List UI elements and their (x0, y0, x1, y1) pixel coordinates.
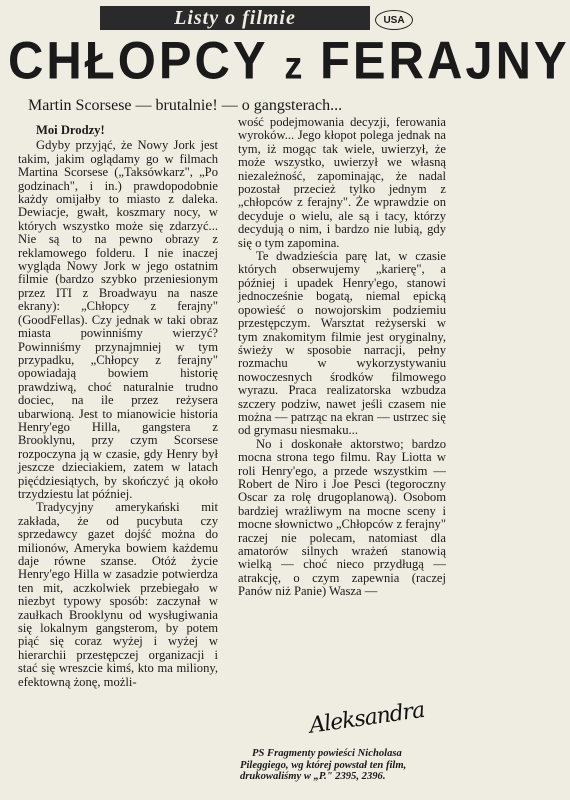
headline-part-3: FERAJNY (319, 31, 570, 91)
paragraph: Te dwadzieścia parę lat, w czasie których obserwujemy „karierę", a później i upadek Henry'ego, stanowi jednocześnie bogatą, niemal epicką opowieść o nowojorskim podziemiu przestępczym. Warsztat reżyserski w tym znakomitym filmie jest oryginalny, świeży w sposobie narracji, pełny rozmachu w wykorzystywaniu nowoczesnych środków filmowego wyrazu. Praca realizatorska wzbudza szczery podziw, nawet jeśli czasem nie można — patrząc na ekran — ustrzec się od grymasu niesmaku... (238, 249, 446, 438)
country-badge: USA (375, 10, 413, 30)
postscript: PS Fragmenty powieści Nicholasa Pileggiego, wg której powstał ten film, drukowaliśmy w „P." 2395, 2396. (240, 748, 407, 783)
paragraph: Gdyby przyjąć, że Nowy Jork jest takim, jakim oglądamy go w filmach Martina Scorsese („Taksówkarz", „Po godzinach", i in.) prawdopodobnie każdy omijałby to miasto z daleka. Dewiacje, gwałt, koszmary nocy, w których wszystko może się zdarzyć... Nie są to na pewno obrazy z reklamowego folderu. I nie inaczej wygląda Nowy Jork w jego ostatnim filmie (bardzo szybko przeniesionym przez ITI z Broadwayu na nasze ekrany): „Chłopcy z ferajny" (GoodFellas). Czy jednak w taki obraz miasta powinniśmy wierzyć? Powinniśmy przynajmniej w tym przypadku, „Chłopcy z ferajny" opowiadają bowiem historię prawdziwą, choć naturalnie trudno dociec, na ile przez reżysera ubarwioną. Jest to mianowicie historia Henry'ego Hilla, gangstera z Brooklynu, przy czym Scorsese rozpoczyna ją w czasie, gdy Henry był jeszcze dzieciakiem, zatem w latach pięćdziesiątych, by skończyć ją około trzydziestu lat później. (18, 138, 218, 501)
article-subtitle: Martin Scorsese — brutalnie! — o gangsterach... (28, 97, 343, 114)
greeting: Moi Drodzy! (36, 123, 105, 137)
headline-part-2: z (284, 42, 304, 87)
section-banner: Listy o filmie (100, 6, 370, 30)
paragraph: Tradycyjny amerykański mit zakłada, że od pucybuta czy sprzedawcy gazet dojść można do milionów, Ameryka bowiem każdemu daje równe szanse. Otóż życie Henry'ego Hilla w zasadzie potwierdza ten mit, aczkolwiek przebiegało w niezbyt typowy sposób: zaczynał w zaułkach Brooklynu od wysługiwania się lokalnym gangsterom, by potem piąć się coraz wyżej i wyżej w hierarchii przestępczej organizacji i stać się wreszcie kimś, kto ma miliony, efektowną żonę, możli- (18, 500, 218, 689)
author-signature: Aleksandra (307, 697, 426, 739)
paragraph: No i doskonałe aktorstwo; bardzo mocna strona tego filmu. Ray Liotta w roli Henry'ego, a przede wszystkim — Robert de Niro i Joe Pesci (tegoroczny Oscar za rolę drugoplanową). Osobom bardziej wrażliwym na mocne sceny i mocne słownictwo „Chłopców z ferajny" raczej nie polecam, natomiast dla amatorów silnych wrażeń stanowią wielką — choć nieco przydługą — atrakcję, o czym zapewnia (raczej Panów niż Panie) Wasza — (238, 436, 446, 599)
column-divider (228, 118, 229, 778)
article-headline (8, 31, 570, 91)
headline-part-1: CHŁOPCY (8, 31, 268, 91)
left-column (18, 124, 218, 689)
right-column (238, 116, 446, 599)
paragraph: wość podejmowania decyzji, ferowania wyroków... Jego kłopot polega jednak na tym, iż mogąc tak wiele, uwierzył, że może wszystko, uwierzył we własną niezależność, zapominając, że nadal pozostał przecież tylko jednym z „chłopców z ferajny". Że wprawdzie on decyduje o wielu, ale są i tacy, którzy decydują o nim, i bardzo nie lubią, gdy się o tym zapomina. (238, 115, 446, 250)
